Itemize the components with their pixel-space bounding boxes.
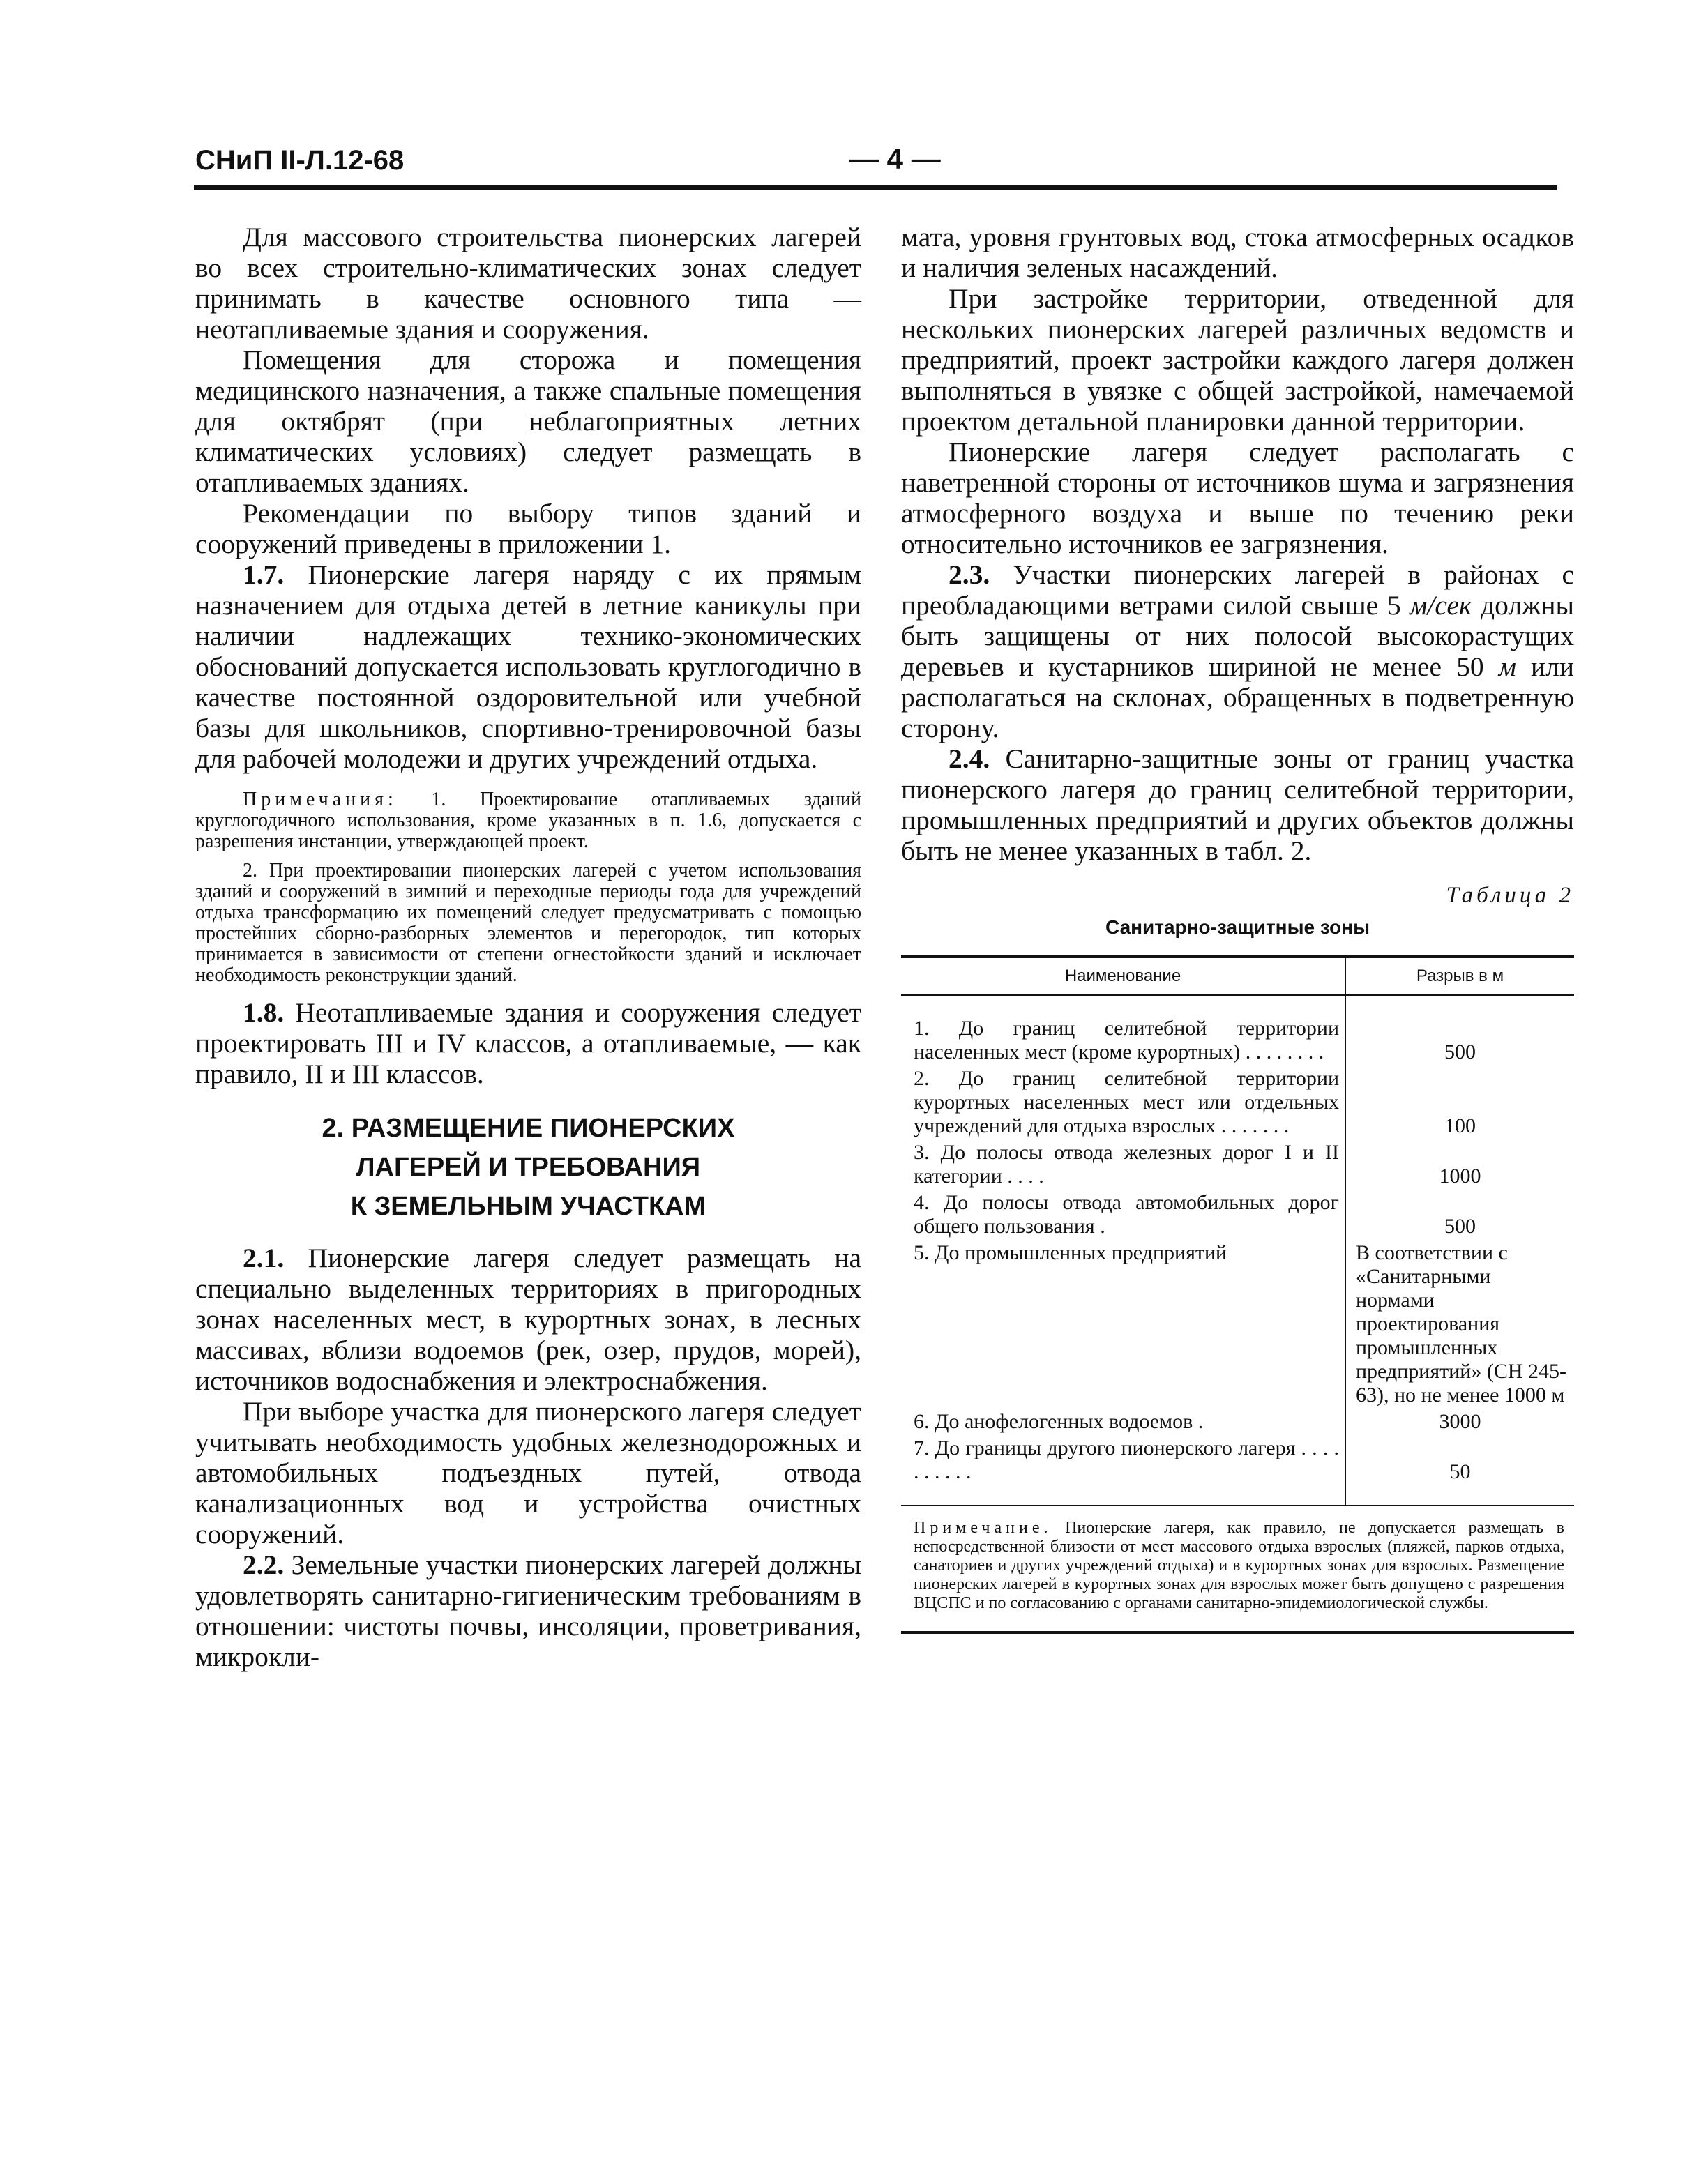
table-note-label: Примечание. [914, 1519, 1052, 1537]
table-note [901, 1506, 1574, 1632]
row-name: 6. До анофелогенных водоемов . [901, 1409, 1345, 1435]
paragraph: При выборе участка для пионерского лагеря следует учитывать необходимость удобных железнодорожных и автомобильных подъездных путей, отвода канализационных вод и устройства очистных сооружений. [195, 1396, 861, 1549]
clause-text: Санитарно-защитные зоны от границ участка пионерского лагеря до границ селитебной территории, промышленных предприятий и других объектов должны быть не менее указанных в табл. 2. [901, 743, 1574, 866]
clause-text: Пионерские лагеря наряду с их прямым назначением для отдыха детей в летние каникулы при наличии надлежащих технико-экономических обоснований допускается использовать круглогодично в качестве постоянной оздоровительной или учебной базы для школьников, спортивно-тренировочной базы для рабочей молодежи и других учреждений отдыха. [195, 559, 861, 774]
clause-2-4 [901, 743, 1574, 866]
paragraph: Для массового строительства пионерских лагерей во всех строительно-климатических зонах следует принимать в качестве основного типа — неотапливаемые здания и сооружения. [195, 222, 861, 344]
table-header-row [901, 957, 1574, 995]
unit: м/сек [1410, 590, 1472, 621]
clause-number: 2.3. [949, 559, 990, 590]
clause-2-3 [901, 559, 1574, 743]
clause-text: Пионерские лагеря следует размещать на специально выделенных территориях в пригородных зонах населенных мест, в курортных зонах, в лесных массивах, вблизи водоемов (рек, озер, прудов, морей), источников водоснабжения и электроснабжения. [195, 1243, 861, 1396]
clause-1-8 [195, 997, 861, 1089]
table-row [901, 1435, 1574, 1485]
clause-number: 2.1. [243, 1243, 285, 1273]
row-value: 50 [1449, 1460, 1471, 1483]
table-row [901, 1409, 1574, 1435]
clause-text: Земельные участки пионерских лагерей должны удовлетворять санитарно-гигиеническим требованиям в отношении: чистоты почвы, инсоляции, проветривания, микрокли- [195, 1549, 862, 1672]
note-2: 2. При проектировании пионерских лагерей с учетом использования зданий и сооружений в зимний и переходные периоды года для учреждений отдыха трансформацию их помещений следует предусматривать с помощью простейших сборно-разборных элементов и перегородок, тип которых принимается в зависимости от степени огнестойкости зданий и исключает необходимость реконструкции зданий. [195, 860, 861, 986]
paragraph: Рекомендации по выбору типов зданий и сооружений приведены в приложении 1. [195, 498, 861, 559]
clause-text-b: должны быть защищены от них полосой высокорастущих деревьев и кустарников шириной не менее 50 [901, 590, 1575, 682]
table-row [901, 1240, 1574, 1409]
row-value: 500 [1444, 1215, 1476, 1238]
table-title: Санитарно-защитные зоны [1105, 916, 1370, 938]
row-name: 1. До границ селитебной территории населенных мест (кроме курортных) . . . . . . . . [901, 1015, 1345, 1066]
left-column [195, 222, 861, 1672]
row-name: 3. До полосы отвода железных дорог I и II категории . . . . [901, 1139, 1345, 1190]
row-value: 100 [1444, 1114, 1476, 1137]
row-name: 5. До промышленных предприятий [901, 1240, 1345, 1409]
header-rule [194, 185, 1557, 190]
clause-1-7 [195, 559, 861, 774]
clause-text-c: или располагаться на склонах, обращенных в подветренную сторону. [901, 651, 1575, 743]
paragraph: При застройке территории, отведенной для нескольких пионерских лагерей различных ведомств и предприятий, проект застройки каждого лагеря должен выполняться в увязке с общей застройкой, намечаемой проектом детальной планировки данной территории. [901, 283, 1574, 437]
note-1: 1. Проектирование отапливаемых зданий круглогодичного использования, кроме указанных в п. 1.6, допускается с разрешения инстанции, утверждающей проект. [195, 789, 862, 852]
notes-label: Примечания: [243, 789, 398, 810]
clause-2-1 [195, 1243, 861, 1396]
row-value: 500 [1444, 1040, 1476, 1063]
paragraph: Пионерские лагеря следует располагать с наветренной стороны от источников шума и загрязнения атмосферного воздуха и выше по течению реки относительно источников ее загрязнения. [901, 437, 1574, 559]
paragraph-continued: мата, уровня грунтовых вод, стока атмосферных осадков и наличия зеленых насаждений. [901, 222, 1574, 283]
document-code: СНиП II-Л.12-68 [195, 145, 405, 176]
clause-number: 1.8. [243, 997, 285, 1028]
section-heading-line: ЛАГЕРЕЙ И ТРЕБОВАНИЯ [356, 1153, 701, 1182]
clause-2-2 [195, 1549, 861, 1672]
table-row [901, 1139, 1574, 1190]
table-row [901, 1015, 1574, 1066]
row-value: В соответствии с «Санитарными нормами проектирования промышленных предприятий» (СН 245-63), но не менее 1000 м [1356, 1241, 1567, 1406]
clause-number: 2.4. [949, 743, 990, 774]
section-heading-line: 2. РАЗМЕЩЕНИЕ ПИОНЕРСКИХ [322, 1114, 735, 1143]
section-heading-line: К ЗЕМЕЛЬНЫМ УЧАСТКАМ [350, 1192, 706, 1221]
table-label: Таблица 2 [1446, 883, 1574, 908]
row-name: 2. До границ селитебной территории курортных населенных мест или отдельных учреждений для отдыха взрослых . . . . . . . [901, 1066, 1345, 1139]
section-heading [195, 1109, 861, 1226]
row-name: 7. До границы другого пионерского лагеря . . . . . . . . . . [901, 1435, 1345, 1485]
unit: м [1498, 651, 1516, 682]
right-column [901, 222, 1574, 1634]
column-header-distance: Разрыв в м [1345, 957, 1574, 995]
clause-text: Неотапливаемые здания и сооружения следует проектировать III и IV классов, а отапливаемые, — как правило, II и III классов. [195, 997, 862, 1089]
table-note-row [901, 1506, 1574, 1632]
column-header-name: Наименование [901, 957, 1345, 995]
clause-number: 1.7. [243, 559, 285, 590]
row-value: 3000 [1439, 1410, 1481, 1433]
notes [195, 789, 861, 852]
page-number: — 4 — [849, 142, 941, 175]
table-note-text: Пионерские лагеря, как правило, не допускается размещать в непосредственной близости от мест массового отдыха взрослых (пляжей, парков отдыха, санаториев и других учреждений отдыха) и в курортных зонах для взрослых. Размещение пионерских лагерей в курортных зонах для взрослых может быть допущено с разрешения ВЦСПС и по согласованию с органами санитарно-эпидемиологической службы. [914, 1519, 1564, 1612]
clause-text-a: Участки пионерских лагерей в районах с преобладающими ветрами силой свыше 5 [901, 559, 1575, 621]
table-row [901, 1066, 1574, 1139]
clause-number: 2.2. [243, 1549, 285, 1580]
row-name: 4. До полосы отвода автомобильных дорог общего пользования . [901, 1190, 1345, 1240]
table-row [901, 1190, 1574, 1240]
paragraph: Помещения для сторожа и помещения медицинского назначения, а также спальные помещения для октябрят (при неблагоприятных летних климатических условиях) следует размещать в отапливаемых зданиях. [195, 344, 861, 498]
row-value: 1000 [1439, 1165, 1481, 1188]
sanitary-zones-table [901, 955, 1574, 1634]
